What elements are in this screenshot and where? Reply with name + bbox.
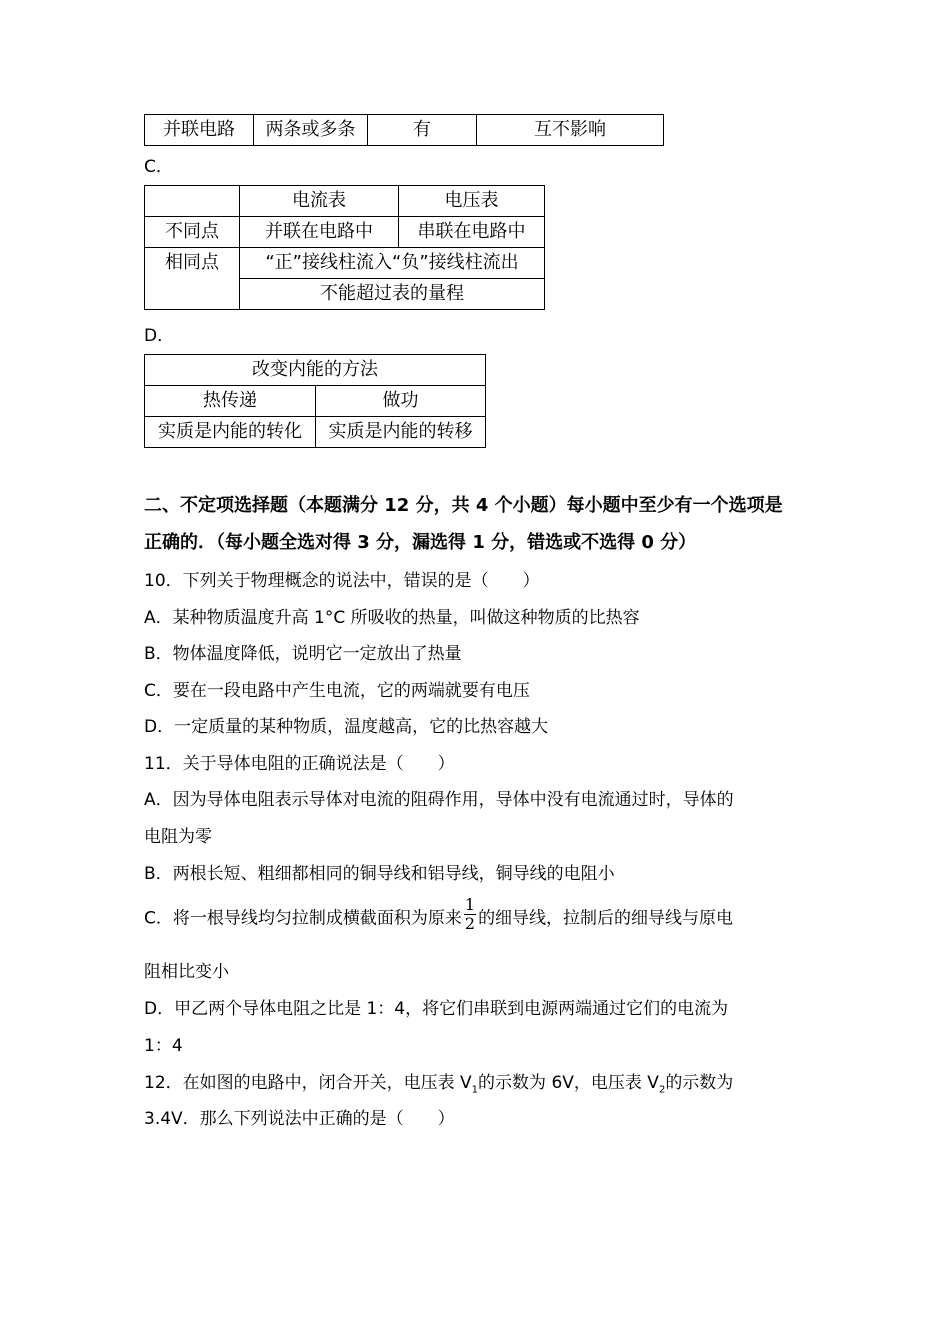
table-cell: 不能超过表的量程 bbox=[240, 279, 545, 310]
subscript: 1 bbox=[471, 1084, 479, 1096]
q12-text-1: 12．在如图的电路中，闭合开关，电压表 V bbox=[144, 1073, 472, 1093]
q11-option-c-line2: 阻相比变小 bbox=[144, 962, 229, 982]
q10-option-a: A．某种物质温度升高 1°C 所吸收的热量，叫做这种物质的比热容 bbox=[144, 608, 640, 628]
fraction-numerator: 1 bbox=[464, 895, 476, 914]
table-cell: 相同点 bbox=[145, 248, 240, 310]
table-cell: 有 bbox=[368, 115, 477, 146]
table-cell: 串联在电路中 bbox=[399, 217, 545, 248]
table-cell bbox=[145, 186, 240, 217]
table-cell: 实质是内能的转化 bbox=[145, 417, 316, 448]
section-heading-line2: 正确的．（每小题全选对得 3 分，漏选得 1 分，错选或不选得 0 分） bbox=[144, 532, 697, 553]
q10-option-c: C．要在一段电路中产生电流，它的两端就要有电压 bbox=[144, 681, 530, 701]
table-b-partial bbox=[144, 114, 664, 146]
table-cell: 热传递 bbox=[145, 386, 316, 417]
q12-text-3: 的示数为 bbox=[665, 1073, 734, 1093]
q12-stem-line1 bbox=[144, 1068, 733, 1095]
q11-option-c-text-pre: C．将一根导线均匀拉制成横截面积为原来 bbox=[144, 908, 462, 929]
subscript: 2 bbox=[658, 1084, 666, 1096]
q11-option-d-line2: 1：4 bbox=[144, 1036, 183, 1056]
q11-option-a-line2: 电阻为零 bbox=[144, 827, 212, 847]
q11-option-b: B．两根长短、粗细都相同的铜导线和铝导线，铜导线的电阻小 bbox=[144, 864, 615, 884]
table-row bbox=[145, 248, 545, 279]
q12-stem-line2: 3.4V．那么下列说法中正确的是（ ） bbox=[144, 1109, 455, 1129]
q11-option-c-text-post: 的细导线，拉制后的细导线与原电 bbox=[478, 908, 734, 929]
q12-text-2: 的示数为 6V，电压表 V bbox=[478, 1073, 659, 1093]
table-d bbox=[144, 354, 486, 448]
q10-stem: 10．下列关于物理概念的说法中，错误的是（ ） bbox=[144, 571, 540, 591]
table-row bbox=[145, 355, 486, 386]
table-row bbox=[145, 417, 486, 448]
q11-option-a-line1: A．因为导体电阻表示导体对电流的阻碍作用，导体中没有电流通过时，导体的 bbox=[144, 790, 734, 810]
table-row bbox=[145, 186, 545, 217]
option-d-label: D． bbox=[144, 326, 175, 346]
option-c-label: C． bbox=[144, 157, 173, 177]
fraction bbox=[464, 897, 476, 932]
table-cell: 实质是内能的转移 bbox=[316, 417, 486, 448]
table-row bbox=[145, 386, 486, 417]
q11-option-c-line1 bbox=[144, 895, 734, 936]
table-cell: 电压表 bbox=[399, 186, 545, 217]
table-cell: 不同点 bbox=[145, 217, 240, 248]
q11-stem: 11．关于导体电阻的正确说法是（ ） bbox=[144, 754, 455, 774]
q10-option-d: D．一定质量的某种物质，温度越高，它的比热容越大 bbox=[144, 717, 549, 737]
table-row bbox=[145, 115, 664, 146]
q11-option-d-line1: D．甲乙两个导体电阻之比是 1：4，将它们串联到电源两端通过它们的电流为 bbox=[144, 999, 729, 1019]
table-cell: 做功 bbox=[316, 386, 486, 417]
table-cell: 互不影响 bbox=[477, 115, 664, 146]
table-cell: 两条或多条 bbox=[254, 115, 368, 146]
section-heading-line1: 二、不定项选择题（本题满分 12 分，共 4 个小题）每小题中至少有一个选项是 bbox=[144, 495, 783, 516]
table-cell: 并联在电路中 bbox=[240, 217, 399, 248]
table-cell: 并联电路 bbox=[145, 115, 254, 146]
table-c bbox=[144, 185, 545, 310]
table-row bbox=[145, 217, 545, 248]
q10-option-b: B．物体温度降低，说明它一定放出了热量 bbox=[144, 644, 462, 664]
table-cell: 改变内能的方法 bbox=[145, 355, 486, 386]
table-cell: “正”接线柱流入“负”接线柱流出 bbox=[240, 248, 545, 279]
table-cell: 电流表 bbox=[240, 186, 399, 217]
fraction-denominator: 2 bbox=[464, 914, 476, 933]
